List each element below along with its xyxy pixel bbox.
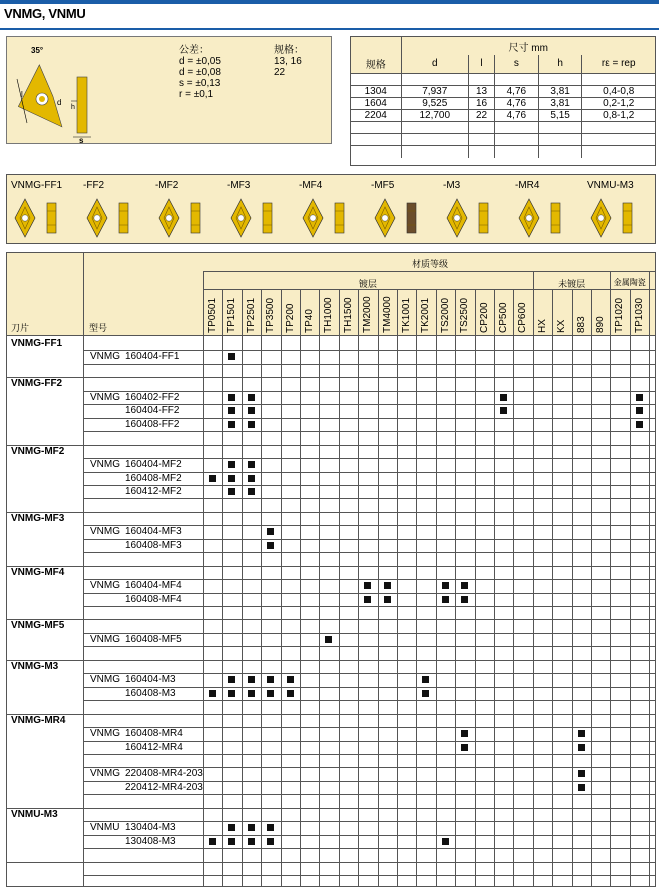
- line: [83, 253, 84, 887]
- grade-mark: [325, 636, 332, 643]
- grade-mark: [578, 744, 585, 751]
- grade-mark: [500, 394, 507, 401]
- grade-header: TP0501: [207, 297, 218, 333]
- dims-header: rε = rep: [582, 55, 655, 73]
- insert-group-name: VNMG-MF4: [11, 566, 65, 578]
- dims-cell: 12,700: [401, 109, 469, 121]
- line: [591, 289, 592, 887]
- coated-label: 镀层: [358, 279, 377, 289]
- grade-mark: [228, 690, 235, 697]
- grade-mark: [248, 838, 255, 845]
- model-name: 160408-MF5: [125, 633, 182, 645]
- model-name: 160408-MF3: [125, 539, 182, 551]
- grade-header: TP2501: [245, 297, 257, 333]
- grade-mark: [461, 730, 468, 737]
- model-name: 160404-MF3: [125, 526, 182, 538]
- line: [378, 289, 379, 887]
- grade-mark: [461, 582, 468, 589]
- grade-mark: [248, 690, 255, 697]
- model-name: 160404-FF2: [125, 405, 180, 417]
- grade-mark: [442, 582, 449, 589]
- line: [300, 289, 301, 887]
- line: [7, 862, 656, 863]
- model-name: 160404-MF2: [125, 459, 182, 471]
- svg-text:s: s: [79, 136, 84, 143]
- grade-header: 890: [595, 316, 606, 333]
- dims-header: 规格: [351, 55, 401, 73]
- grade-mark: [500, 407, 507, 414]
- line: [203, 271, 656, 272]
- line: [494, 289, 495, 887]
- group-title: 材质等级: [411, 259, 448, 269]
- grade-header: TP40: [304, 309, 315, 333]
- dims-cell: 13: [469, 85, 495, 97]
- dimensions-table: [350, 36, 656, 166]
- dims-cell: 2204: [351, 109, 401, 121]
- grade-header: CP200: [478, 302, 490, 333]
- line: [513, 289, 514, 887]
- grade-mark: [267, 528, 274, 535]
- model-name: 160412-MR4: [125, 741, 183, 753]
- chip-breaker-label: -MF3: [227, 180, 251, 191]
- line: [455, 289, 456, 887]
- grade-mark: [364, 596, 371, 603]
- model-name: 160402-FF2: [125, 391, 180, 403]
- dims-cell: 5,15: [538, 109, 582, 121]
- grade-mark: [287, 676, 294, 683]
- dims-header: d: [401, 55, 469, 73]
- grade-mark: [636, 421, 643, 428]
- insert-icon: [11, 197, 71, 239]
- model-prefix: VNMG: [90, 391, 120, 403]
- chip-breaker-label: -MF2: [155, 180, 179, 191]
- title-underline: [0, 28, 659, 30]
- dims-cell: 9,525: [401, 97, 469, 109]
- line: [7, 714, 656, 715]
- chip-breaker-label: VNMG-FF1: [11, 180, 63, 191]
- grade-mark: [209, 475, 216, 482]
- grade-mark: [248, 676, 255, 683]
- dims-cell: 1304: [351, 85, 401, 97]
- model-prefix: VNMG: [90, 633, 120, 645]
- line: [7, 335, 656, 336]
- dims-cell: 0,8-1,2: [582, 109, 655, 121]
- dims-caption: 尺寸 mm: [401, 37, 655, 55]
- model-name: 160408-MR4: [125, 728, 183, 740]
- line: [83, 754, 656, 755]
- grade-mark: [248, 394, 255, 401]
- grade-mark: [228, 394, 235, 401]
- grade-header: TP200: [284, 303, 296, 333]
- line: [83, 848, 656, 849]
- grade-header: CP500: [498, 302, 509, 333]
- grade-mark: [209, 690, 216, 697]
- grade-mark: [442, 838, 449, 845]
- grade-mark: [267, 838, 274, 845]
- line: [416, 289, 417, 887]
- grade-mark: [267, 824, 274, 831]
- grade-mark: [228, 421, 235, 428]
- insert-group-name: VNMG-MF3: [11, 512, 65, 524]
- spec-line: 22: [274, 67, 286, 78]
- spec-block: [274, 45, 304, 78]
- insert-group-name: VNMG-M3: [11, 660, 59, 672]
- dims-cell: 4,76: [494, 97, 538, 109]
- line: [475, 289, 476, 887]
- line: [7, 808, 656, 809]
- chip-breaker-label: VNMU-M3: [587, 180, 634, 191]
- grade-mark: [248, 475, 255, 482]
- grade-header: TH1000: [323, 297, 335, 333]
- grade-mark: [287, 690, 294, 697]
- grade-mark: [636, 407, 643, 414]
- grade-mark: [228, 407, 235, 414]
- grade-header: TK2001: [420, 297, 432, 333]
- insert-icon: [227, 197, 287, 239]
- grade-mark: [578, 730, 585, 737]
- grade-mark: [228, 676, 235, 683]
- col-model-label: 型号: [89, 323, 108, 333]
- tolerance-line: d = ±0,05: [179, 56, 221, 67]
- grade-header: 883: [575, 316, 587, 333]
- grade-mark: [461, 596, 468, 603]
- dims-cell: 3,81: [538, 97, 582, 109]
- model-name: 160408-M3: [125, 687, 176, 699]
- model-prefix: VNMG: [90, 674, 120, 686]
- insert-group-name: VNMG-FF2: [11, 378, 63, 390]
- grade-header: TS2500: [459, 297, 471, 333]
- line: [7, 619, 656, 620]
- insert-group-name: VNMG-MR4: [11, 714, 66, 726]
- model-prefix: VNMG: [90, 351, 120, 363]
- line: [7, 566, 656, 567]
- grade-mark: [636, 394, 643, 401]
- grade-table: [6, 252, 656, 887]
- svg-text:h: h: [71, 104, 75, 111]
- line: [83, 431, 656, 432]
- tolerance-block: [179, 45, 221, 100]
- grade-mark: [364, 582, 371, 589]
- grade-mark: [209, 838, 216, 845]
- insert-icon: [515, 197, 575, 239]
- dims-header: l: [469, 55, 495, 73]
- chip-breaker-label: -MR4: [515, 180, 540, 191]
- line: [261, 289, 262, 887]
- insert-group-name: VNMU-M3: [11, 808, 58, 820]
- grade-header: CP600: [517, 302, 529, 333]
- model-name: 220408-MR4-203: [125, 768, 203, 780]
- dims-cell: 0,2-1,2: [582, 97, 655, 109]
- model-name: 160408-MF2: [125, 472, 182, 484]
- dims-cell: 16: [469, 97, 495, 109]
- dims-cell: 4,76: [494, 85, 538, 97]
- dims-cell: 0,4-0,8: [582, 85, 655, 97]
- model-prefix: VNMG: [90, 728, 120, 740]
- line: [339, 289, 340, 887]
- model-prefix: VNMG: [90, 526, 120, 538]
- grade-header: TK1001: [401, 297, 412, 333]
- line: [83, 700, 656, 701]
- insert-icon: [83, 197, 143, 239]
- spec-line: 13, 16: [274, 56, 302, 67]
- tolerance-line: r = ±0,1: [179, 89, 214, 100]
- line: [397, 289, 398, 887]
- dims-cell: 4,76: [494, 109, 538, 121]
- model-name: 160408-MF4: [125, 593, 182, 605]
- line: [552, 289, 553, 887]
- model-prefix: VNMG: [90, 459, 120, 471]
- grade-header: TM4000: [381, 296, 393, 333]
- chip-breaker-strip: [6, 174, 656, 244]
- model-prefix: VNMG: [90, 768, 120, 780]
- line: [83, 794, 656, 795]
- line: [83, 552, 656, 553]
- line: [319, 289, 320, 887]
- model-name: 160412-MF2: [125, 485, 182, 497]
- grade-mark: [228, 838, 235, 845]
- dims-cell: 22: [469, 109, 495, 121]
- spec-label: 规格：: [274, 45, 304, 56]
- grade-mark: [267, 676, 274, 683]
- chip-breaker-label: -MF5: [371, 180, 395, 191]
- grade-mark: [442, 596, 449, 603]
- grade-header: TP1020: [614, 297, 626, 333]
- model-name: 160404-M3: [125, 674, 176, 686]
- grade-header: TS2000: [439, 297, 451, 333]
- insert-geometry-diagram: [9, 39, 109, 143]
- line: [572, 289, 573, 887]
- tolerance-line: d = ±0,08: [179, 67, 221, 78]
- model-name: 160404-MF4: [125, 580, 182, 592]
- insert-icon: [587, 197, 647, 239]
- line: [222, 289, 223, 887]
- grade-mark: [228, 488, 235, 495]
- dims-cell: 3,81: [538, 85, 582, 97]
- insert-icon: [155, 197, 215, 239]
- grade-mark: [384, 596, 391, 603]
- tolerance-line: s = ±0,13: [179, 78, 221, 89]
- chip-breaker-label: -MF4: [299, 180, 323, 191]
- tolerance-panel: [6, 36, 332, 144]
- grade-mark: [384, 582, 391, 589]
- grade-mark: [461, 744, 468, 751]
- model-name: 130408-M3: [125, 835, 176, 847]
- line: [7, 660, 656, 661]
- col-insert-label: 刀片: [11, 323, 30, 333]
- dims-header: h: [538, 55, 582, 73]
- line: [7, 377, 656, 378]
- grade-header: TP1501: [226, 297, 238, 333]
- insert-icon: [371, 197, 431, 239]
- grade-mark: [267, 542, 274, 549]
- page-title: VNMG, VNMU: [4, 6, 86, 21]
- line: [83, 498, 656, 499]
- grade-mark: [228, 353, 235, 360]
- model-name: 130404-M3: [125, 822, 176, 834]
- line: [436, 289, 437, 887]
- line: [7, 445, 656, 446]
- grade-mark: [248, 461, 255, 468]
- grade-mark: [248, 824, 255, 831]
- grade-mark: [578, 770, 585, 777]
- line: [281, 289, 282, 887]
- line: [7, 512, 656, 513]
- model-prefix: VNMG: [90, 580, 120, 592]
- grade-mark: [248, 421, 255, 428]
- model-name: 220412-MR4-203: [125, 781, 203, 793]
- grade-mark: [422, 690, 429, 697]
- top-blue-rule: [0, 0, 659, 4]
- insert-icon: [443, 197, 503, 239]
- grade-mark: [267, 690, 274, 697]
- line: [630, 289, 631, 887]
- grade-header: KX: [556, 319, 568, 333]
- line: [358, 289, 359, 887]
- grade-mark: [578, 784, 585, 791]
- insert-group-name: VNMG-FF1: [11, 338, 63, 349]
- insert-icon: [299, 197, 359, 239]
- grade-mark: [228, 824, 235, 831]
- grade-grid: [7, 253, 656, 887]
- grade-header: TP3500: [265, 297, 277, 333]
- line: [242, 289, 243, 887]
- model-prefix: VNMU: [90, 822, 120, 834]
- model-name: 160404-FF1: [125, 351, 180, 363]
- dims-header: s: [494, 55, 538, 73]
- line: [203, 289, 656, 290]
- svg-text:d: d: [57, 98, 62, 107]
- grade-mark: [248, 407, 255, 414]
- tolerance-label: 公差：: [179, 45, 209, 56]
- grade-header: TM2000: [362, 296, 374, 333]
- line: [83, 364, 656, 365]
- grade-mark: [228, 475, 235, 482]
- svg-text:l: l: [21, 90, 23, 99]
- grade-header: TH1500: [342, 297, 354, 333]
- model-name: 160408-FF2: [125, 418, 180, 430]
- line: [83, 606, 656, 607]
- dims-cell: 1604: [351, 97, 401, 109]
- grade-mark: [228, 461, 235, 468]
- grade-header: TP1030: [633, 297, 645, 333]
- cermet-label: 金属陶瓷: [613, 278, 646, 287]
- uncoated-label: 未镀层: [558, 279, 586, 289]
- line: [83, 875, 656, 876]
- grade-mark: [248, 488, 255, 495]
- line: [83, 646, 656, 647]
- grade-mark: [422, 676, 429, 683]
- chip-breaker-label: -FF2: [83, 180, 105, 191]
- chip-breaker-label: -M3: [443, 180, 461, 191]
- grade-header: HX: [536, 319, 548, 333]
- dims-cell: 7,937: [401, 85, 469, 97]
- svg-text:35°: 35°: [31, 46, 44, 55]
- insert-group-name: VNMG-MF5: [11, 620, 65, 632]
- insert-group-name: VNMG-MF2: [11, 445, 65, 457]
